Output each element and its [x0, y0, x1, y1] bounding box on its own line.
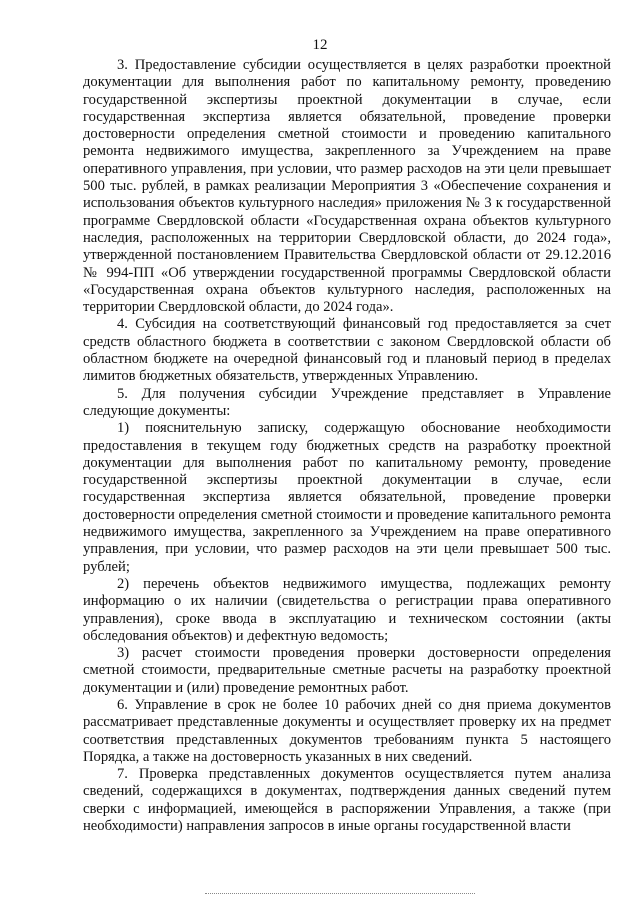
paragraph-5-item-3: 3) расчет стоимости проведения проверки достоверности определения сметной стоимости, предварительные сметные расчеты на разработку проектной документации и (или) проведение ремонтных работ. — [83, 645, 611, 696]
paragraph-5: 5. Для получения субсидии Учреждение представляет в Управление следующие документы: — [83, 385, 611, 419]
paragraph-5-item-2: 2) перечень объектов недвижимого имущества, подлежащих ремонту информацию о их наличии (свидетельства о регистрации права оперативного управления), сроке ввода в эксплуатацию и техническом состоянии (акты обследования объектов) и дефектную ведомость; — [83, 575, 611, 644]
paragraph-5-item-1: 1) пояснительную записку, содержащую обоснование необходимости предоставления в текущем году бюджетных средств на разработку проектной документации для выполнения работ по капитальному ремонту, проведение государственной экспертизы проектной документации в случае, если государственная экспертиза является обязательной, проведение проверки достоверности определения сметной стоимости и проведение капитального ремонта недвижимого имущества, закрепленного за Учреждением на праве оперативного управления, при условии, что размер расходов на эти цели превышает 500 тыс. рублей; — [83, 420, 611, 575]
paragraph-3: 3. Предоставление субсидии осуществляется в целях разработки проектной документации для выполнения работ по капитальному ремонту, проведению государственной экспертизы проектной документации в случае, если государственная экспертиза является обязательной, проведение проверки достоверности определения сметной стоимости и проведению капитального ремонта недвижимого имущества, закрепленного за Учреждением на праве оперативного управления, при условии, что размер расходов на эти цели превышает 500 тыс. рублей, в рамках реализации Мероприятия 3 «Обеспечение сохранения и использования объектов культурного наследия» приложения № 3 к государственной программе Свердловской области «Государственная охрана объектов культурного наследия, расположенных на территории Свердловской области, до 2024 года», утвержденной постановлением Правительства Свердловской области от 29.12.2016 № 994-ПП «Об утверждении государственной программы Свердловской области «Государственная охрана объектов культурного наследия, расположенных на территории Свердловской области, до 2024 года». — [83, 57, 611, 316]
footer-divider — [205, 893, 475, 894]
page-number: 12 — [312, 37, 328, 53]
paragraph-7: 7. Проверка представленных документов осуществляется путем анализа сведений, содержащихся в документах, подтверждения данных сведений путем сверки с информацией, имеющейся в распоряжении Управления, а также (при необходимости) направления запросов в иные органы государственной власти — [83, 766, 611, 835]
paragraph-4: 4. Субсидия на соответствующий финансовый год предоставляется за счет средств областного бюджета в соответствии с законом Свердловской области об областном бюджете на очередной финансовый год и плановый период в пределах лимитов бюджетных обязательств, утвержденных Управлению. — [83, 316, 611, 385]
document-body — [83, 57, 611, 835]
paragraph-6: 6. Управление в срок не более 10 рабочих дней со дня приема документов рассматривает представленные документы и осуществляет проверку их на предмет соответствия представленных документов требованиям пункта 5 настоящего Порядка, а также на достоверность указанных в них сведений. — [83, 696, 611, 765]
